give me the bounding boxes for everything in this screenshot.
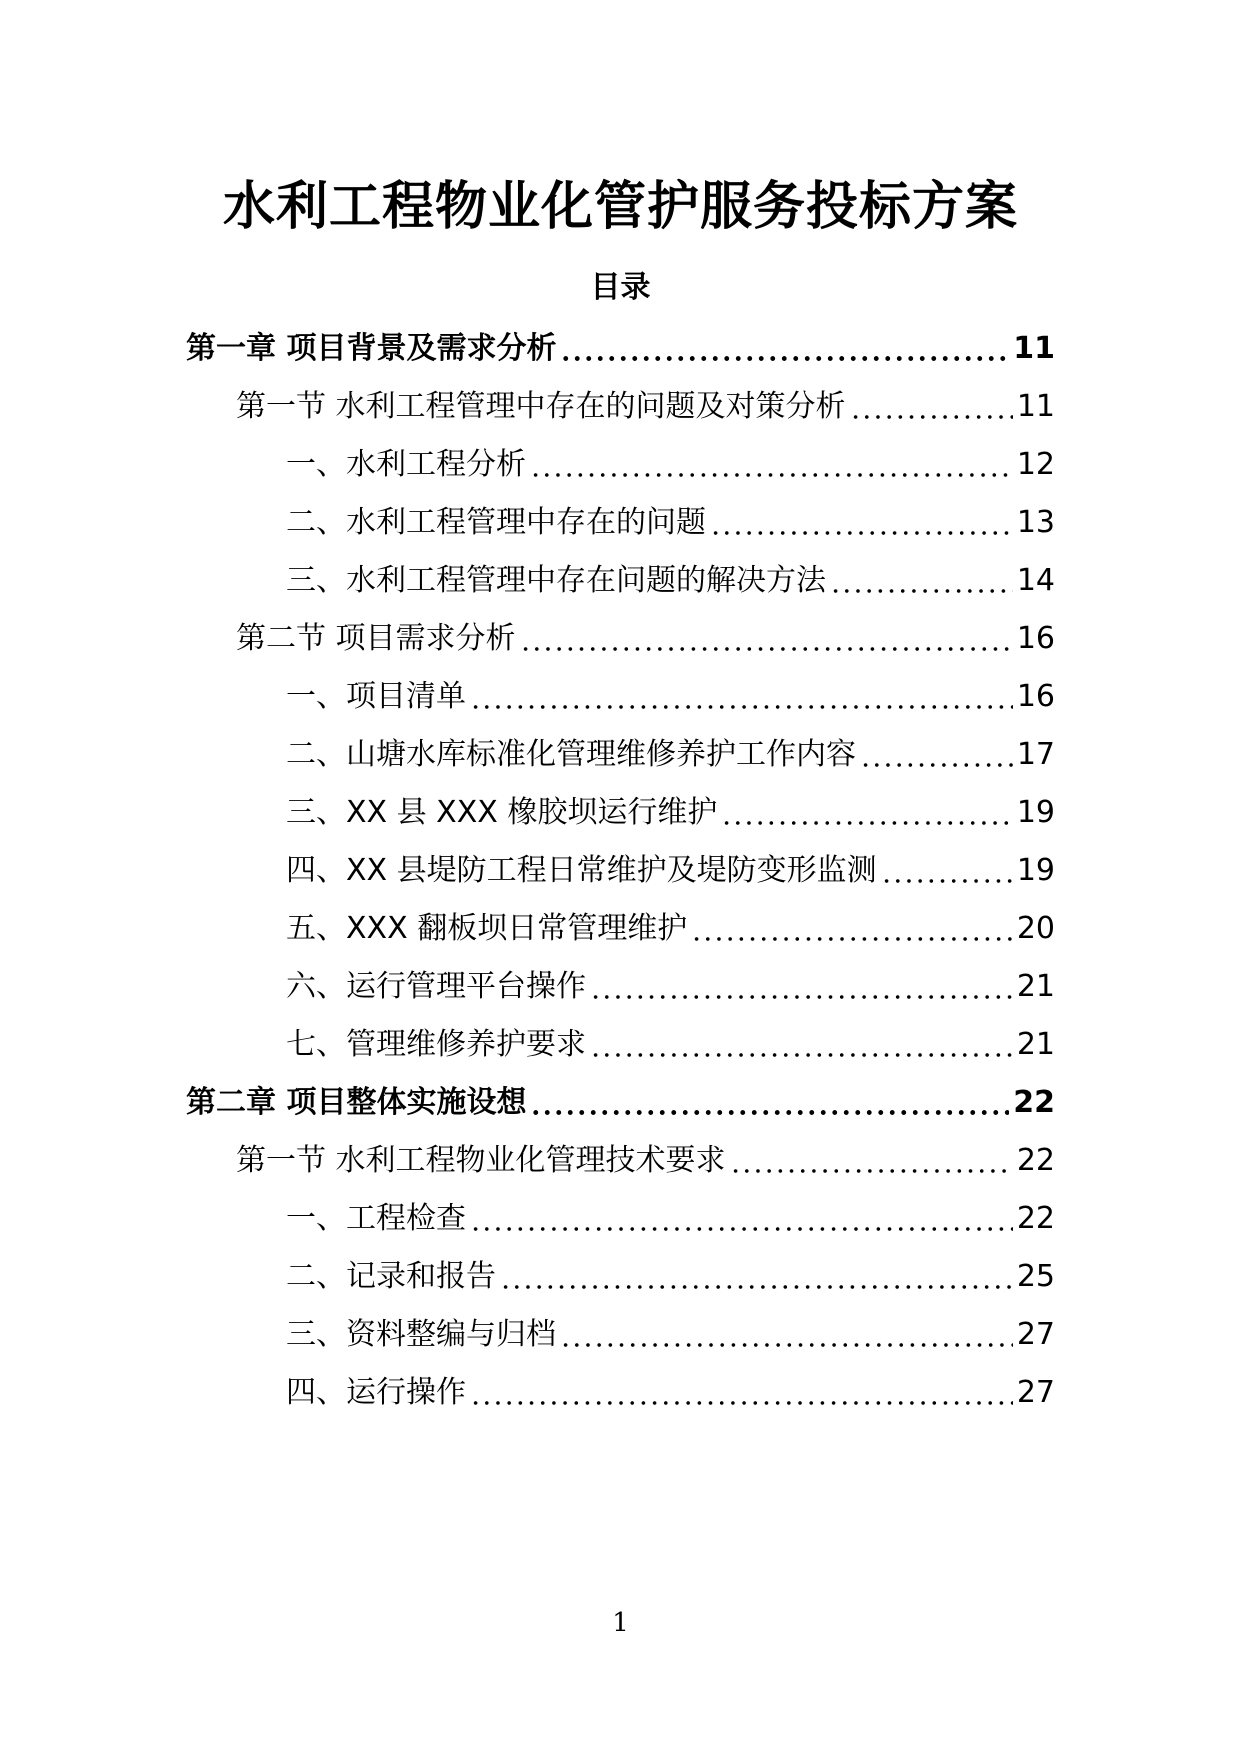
toc-entry-label: 二、山塘水库标准化管理维修养护工作内容 (286, 737, 856, 772)
toc-entry-label: 二、水利工程管理中存在的问题 (286, 505, 706, 540)
toc-entry-subsection[interactable] (286, 733, 1055, 777)
toc-entry-label: 三、资料整编与归档 (286, 1317, 556, 1352)
toc-entry-subsection[interactable] (286, 501, 1055, 545)
toc-entry-subsection[interactable] (286, 907, 1055, 951)
toc-leader-dots (560, 356, 1009, 361)
toc-leader-dots (520, 647, 1013, 651)
toc-leader-dots (470, 1227, 1013, 1231)
toc-entry-subsection[interactable] (286, 1197, 1055, 1241)
toc-entry-page: 27 (1016, 1375, 1055, 1410)
toc-entry-subsection[interactable] (286, 1255, 1055, 1299)
toc-entry-label: 第一章 项目背景及需求分析 (186, 331, 557, 366)
toc-entry-page: 12 (1016, 447, 1055, 482)
toc-entry-label: 三、XX 县 XXX 橡胶坝运行维护 (286, 795, 718, 830)
toc-entry-subsection[interactable] (286, 791, 1055, 835)
toc-entry-page: 13 (1016, 505, 1055, 540)
toc-leader-dots (530, 473, 1013, 477)
toc-leader-dots (721, 821, 1012, 825)
toc-entry-page: 27 (1016, 1317, 1055, 1352)
toc-entry-page: 22 (1013, 1085, 1055, 1120)
toc-leader-dots (860, 763, 1013, 767)
toc-entry-page: 19 (1016, 795, 1055, 830)
toc-leader-dots (470, 1401, 1013, 1405)
toc-entry-label: 三、水利工程管理中存在问题的解决方法 (286, 563, 826, 598)
toc-entry-page: 19 (1016, 853, 1055, 888)
page-number: 1 (612, 1608, 629, 1638)
toc-leader-dots (470, 705, 1013, 709)
toc-entry-section[interactable] (236, 617, 1055, 661)
toc-leader-dots (530, 1110, 1009, 1115)
toc-entry-subsection[interactable] (286, 849, 1055, 893)
toc-entry-label: 四、XX 县堤防工程日常维护及堤防变形监测 (286, 853, 877, 888)
toc-entry-page: 11 (1013, 331, 1055, 366)
toc-entry-chapter[interactable] (186, 1081, 1055, 1125)
toc-entry-page: 21 (1016, 1027, 1055, 1062)
toc-entry-page: 16 (1016, 621, 1055, 656)
toc-leader-dots (710, 531, 1013, 535)
toc-entry-label: 四、运行操作 (286, 1375, 466, 1410)
toc-entry-label: 第一节 水利工程物业化管理技术要求 (236, 1143, 726, 1178)
toc-entry-section[interactable] (236, 1139, 1055, 1183)
toc-entry-page: 22 (1016, 1143, 1055, 1178)
toc-entry-label: 一、工程检查 (286, 1201, 466, 1236)
document-title: 水利工程物业化管护服务投标方案 (222, 177, 1018, 237)
toc-entry-subsection[interactable] (286, 965, 1055, 1009)
toc-entry-subsection[interactable] (286, 675, 1055, 719)
toc-entry-page: 22 (1016, 1201, 1055, 1236)
toc-entry-subsection[interactable] (286, 559, 1055, 603)
toc-leader-dots (590, 1053, 1013, 1057)
toc-entry-label: 七、管理维修养护要求 (286, 1027, 586, 1062)
toc-entry-label: 一、水利工程分析 (286, 447, 526, 482)
toc-entry-subsection[interactable] (286, 443, 1055, 487)
toc-entry-label: 五、XXX 翻板坝日常管理维护 (286, 911, 688, 946)
toc-entry-page: 21 (1016, 969, 1055, 1004)
toc-entry-page: 16 (1016, 679, 1055, 714)
toc-leader-dots (560, 1343, 1013, 1347)
toc-leader-dots (590, 995, 1013, 999)
toc-entry-subsection[interactable] (286, 1313, 1055, 1357)
toc-entry-label: 第一节 水利工程管理中存在的问题及对策分析 (236, 389, 846, 424)
toc-leader-dots (691, 937, 1013, 941)
toc-leader-dots (830, 589, 1013, 593)
toc-leader-dots (850, 415, 1013, 419)
toc-entry-subsection[interactable] (286, 1023, 1055, 1067)
toc-entry-page: 20 (1016, 911, 1055, 946)
toc-entry-page: 11 (1016, 389, 1055, 424)
toc-entry-label: 六、运行管理平台操作 (286, 969, 586, 1004)
toc-heading: 目录 (590, 270, 651, 305)
toc-entry-chapter[interactable] (186, 327, 1055, 371)
toc-entry-section[interactable] (236, 385, 1055, 429)
toc-entry-label: 第二节 项目需求分析 (236, 621, 516, 656)
toc-entry-page: 14 (1016, 563, 1055, 598)
toc-entry-label: 第二章 项目整体实施设想 (186, 1085, 527, 1120)
toc-entry-label: 二、记录和报告 (286, 1259, 496, 1294)
toc-leader-dots (500, 1285, 1013, 1289)
toc-entry-page: 25 (1016, 1259, 1055, 1294)
toc-entry-subsection[interactable] (286, 1371, 1055, 1415)
toc-entry-label: 一、项目清单 (286, 679, 466, 714)
toc-leader-dots (730, 1169, 1013, 1173)
toc-entry-page: 17 (1016, 737, 1055, 772)
toc-leader-dots (881, 879, 1013, 883)
